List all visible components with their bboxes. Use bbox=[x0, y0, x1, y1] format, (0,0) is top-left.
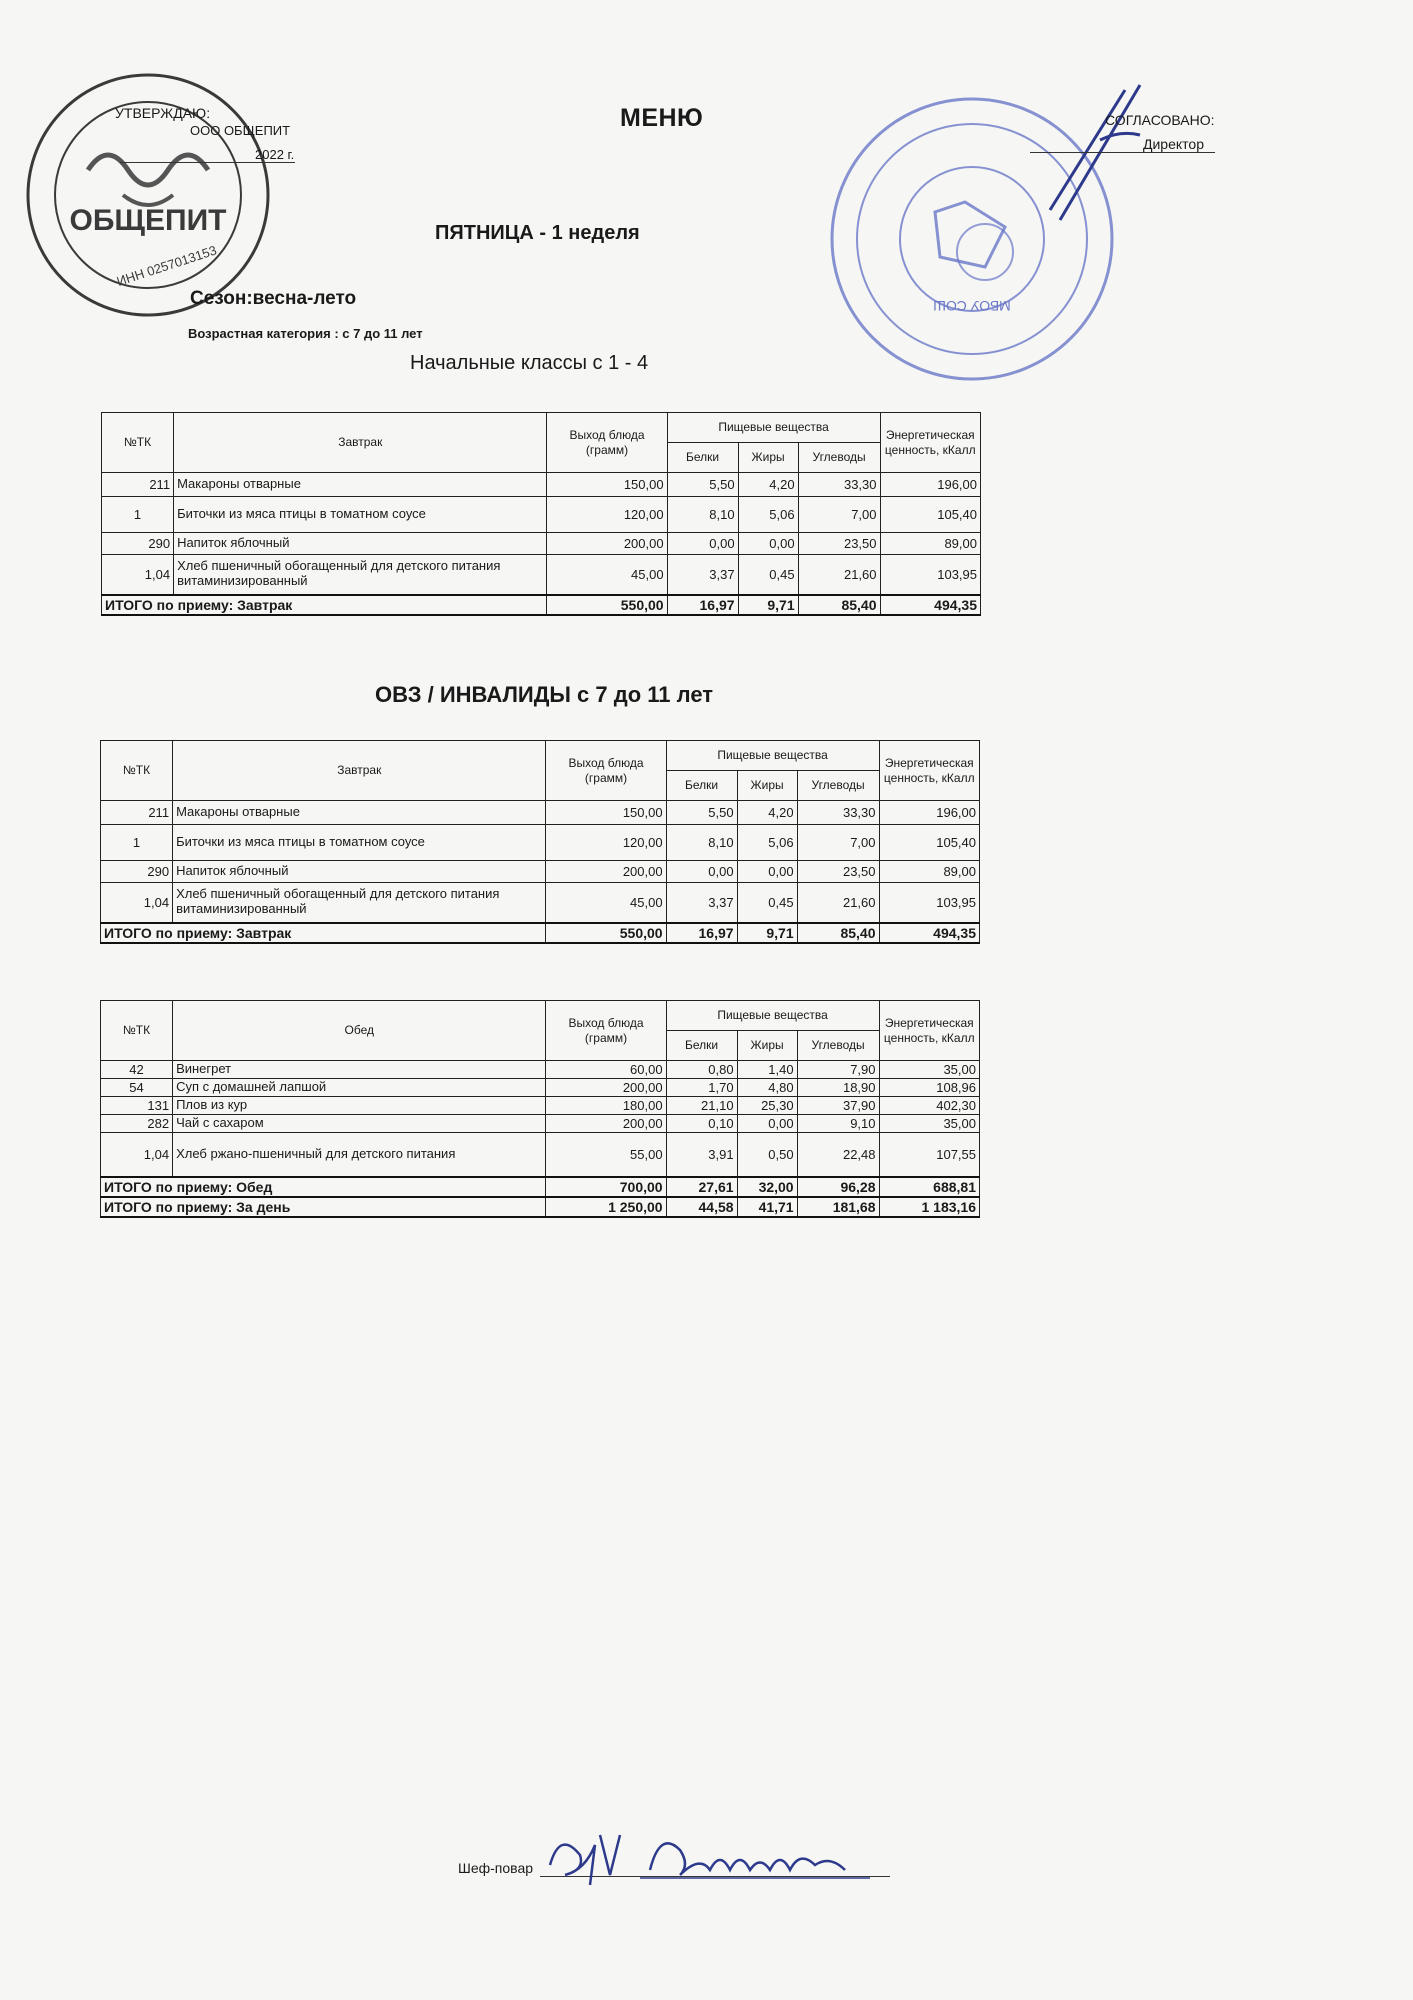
table-row bbox=[101, 883, 980, 923]
col-header-output: Выход блюда (грамм) bbox=[547, 413, 667, 473]
dish-id: 1 bbox=[101, 825, 173, 861]
dish-name: Винегрет bbox=[173, 1061, 546, 1079]
total-protein: 16,97 bbox=[666, 923, 737, 943]
dish-carbs: 33,30 bbox=[797, 801, 879, 825]
total-protein: 27,61 bbox=[666, 1177, 737, 1197]
dish-energy: 108,96 bbox=[879, 1079, 979, 1097]
total-energy: 1 183,16 bbox=[879, 1197, 979, 1217]
approved-date: 2022 г. bbox=[255, 147, 295, 162]
meal-header: Завтрак bbox=[174, 413, 547, 473]
dish-protein: 3,37 bbox=[667, 555, 738, 595]
dish-fat: 0,00 bbox=[737, 1115, 797, 1133]
dish-output: 200,00 bbox=[546, 1115, 666, 1133]
dish-id: 1 bbox=[102, 497, 174, 533]
total-output: 700,00 bbox=[546, 1177, 666, 1197]
chef-signature bbox=[540, 1820, 900, 1890]
col-header-protein: Белки bbox=[667, 443, 738, 473]
dish-output: 150,00 bbox=[546, 801, 666, 825]
total-label: ИТОГО по приему: За день bbox=[101, 1197, 546, 1217]
dish-output: 60,00 bbox=[546, 1061, 666, 1079]
dish-protein: 3,91 bbox=[666, 1133, 737, 1177]
day-heading: ПЯТНИЦА - 1 неделя bbox=[435, 222, 640, 244]
total-label: ИТОГО по приему: Завтрак bbox=[102, 595, 547, 615]
dish-energy: 402,30 bbox=[879, 1097, 979, 1115]
total-fat: 9,71 bbox=[737, 923, 797, 943]
col-header-id: №ТК bbox=[101, 741, 173, 801]
dish-protein: 8,10 bbox=[666, 825, 737, 861]
dish-id: 1,04 bbox=[102, 555, 174, 595]
col-header-nutrients: Пищевые вещества bbox=[667, 413, 880, 443]
total-carbs: 85,40 bbox=[797, 923, 879, 943]
dish-protein: 21,10 bbox=[666, 1097, 737, 1115]
total-energy: 494,35 bbox=[879, 923, 979, 943]
dish-id: 290 bbox=[102, 533, 174, 555]
total-carbs: 181,68 bbox=[797, 1197, 879, 1217]
dish-fat: 0,45 bbox=[737, 883, 797, 923]
dish-protein: 3,37 bbox=[666, 883, 737, 923]
dish-id: 1,04 bbox=[101, 883, 173, 923]
table-row bbox=[101, 1133, 980, 1177]
total-energy: 688,81 bbox=[879, 1177, 979, 1197]
dish-name: Биточки из мяса птицы в томатном соусе bbox=[173, 825, 546, 861]
dish-carbs: 9,10 bbox=[797, 1115, 879, 1133]
table-row bbox=[102, 533, 981, 555]
page-title: МЕНЮ bbox=[620, 104, 704, 132]
col-header-carbs: Углеводы bbox=[797, 1031, 879, 1061]
dish-fat: 0,45 bbox=[738, 555, 798, 595]
dish-energy: 35,00 bbox=[879, 1061, 979, 1079]
table-row bbox=[101, 801, 980, 825]
total-output: 1 250,00 bbox=[546, 1197, 666, 1217]
total-energy: 494,35 bbox=[880, 595, 980, 615]
dish-energy: 103,95 bbox=[880, 555, 980, 595]
grade-heading: Начальные классы с 1 - 4 bbox=[410, 352, 649, 374]
col-header-id: №ТК bbox=[101, 1001, 173, 1061]
table-row bbox=[102, 473, 981, 497]
dish-id: 290 bbox=[101, 861, 173, 883]
total-row bbox=[101, 1177, 980, 1197]
col-header-carbs: Углеводы bbox=[797, 771, 879, 801]
dish-output: 120,00 bbox=[547, 497, 667, 533]
dish-energy: 105,40 bbox=[879, 825, 979, 861]
school-stamp-text: МБОУ СОШ bbox=[933, 298, 1011, 314]
meal-header: Завтрак bbox=[173, 741, 546, 801]
agreed-role: Директор bbox=[1143, 136, 1204, 152]
dish-id: 54 bbox=[101, 1079, 173, 1097]
dish-energy: 89,00 bbox=[879, 861, 979, 883]
col-header-output: Выход блюда (грамм) bbox=[546, 1001, 666, 1061]
col-header-energy: Энергетическая ценность, кКалл bbox=[880, 413, 980, 473]
approved-signature-line bbox=[120, 162, 295, 163]
approved-org: ООО ОБЩЕПИТ bbox=[190, 123, 291, 138]
dish-energy: 105,40 bbox=[880, 497, 980, 533]
table-row bbox=[101, 825, 980, 861]
col-header-fat: Жиры bbox=[737, 1031, 797, 1061]
total-fat: 9,71 bbox=[738, 595, 798, 615]
table-row bbox=[101, 1079, 980, 1097]
table-row bbox=[101, 861, 980, 883]
dish-fat: 0,00 bbox=[737, 861, 797, 883]
total-label: ИТОГО по приему: Завтрак bbox=[101, 923, 546, 943]
dish-name: Макароны отварные bbox=[174, 473, 547, 497]
dish-fat: 5,06 bbox=[738, 497, 798, 533]
dish-fat: 25,30 bbox=[737, 1097, 797, 1115]
dish-carbs: 23,50 bbox=[798, 533, 880, 555]
season-heading: Сезон:весна-лето bbox=[190, 288, 357, 309]
total-row bbox=[101, 923, 980, 943]
total-row bbox=[102, 595, 981, 615]
menu-table-breakfast-primary bbox=[101, 412, 981, 616]
table-row bbox=[101, 1115, 980, 1133]
dish-carbs: 7,90 bbox=[797, 1061, 879, 1079]
dish-carbs: 21,60 bbox=[798, 555, 880, 595]
dish-protein: 0,00 bbox=[667, 533, 738, 555]
dish-output: 55,00 bbox=[546, 1133, 666, 1177]
meal-header: Обед bbox=[173, 1001, 546, 1061]
dish-carbs: 37,90 bbox=[797, 1097, 879, 1115]
dish-name: Биточки из мяса птицы в томатном соусе bbox=[174, 497, 547, 533]
dish-output: 45,00 bbox=[547, 555, 667, 595]
director-signature bbox=[1040, 80, 1150, 230]
dish-protein: 8,10 bbox=[667, 497, 738, 533]
dish-energy: 196,00 bbox=[879, 801, 979, 825]
approved-label: УТВЕРЖДАЮ: bbox=[115, 105, 211, 121]
table-row bbox=[102, 497, 981, 533]
dish-energy: 103,95 bbox=[879, 883, 979, 923]
menu-table-lunch-ovz bbox=[100, 1000, 980, 1218]
dish-carbs: 21,60 bbox=[797, 883, 879, 923]
dish-name: Напиток яблочный bbox=[174, 533, 547, 555]
agreed-label: СОГЛАСОВАНО: bbox=[1105, 112, 1215, 128]
dish-protein: 0,00 bbox=[666, 861, 737, 883]
dish-protein: 0,80 bbox=[666, 1061, 737, 1079]
dish-id: 1,04 bbox=[101, 1133, 173, 1177]
stamp-main-text: ОБЩЕПИТ bbox=[69, 204, 227, 237]
stamp-inn-text: ИНН 0257013153 bbox=[114, 242, 219, 289]
dish-name: Хлеб пшеничный обогащенный для детского питания витаминизированный bbox=[174, 555, 547, 595]
total-protein: 16,97 bbox=[667, 595, 738, 615]
agreed-signature-line bbox=[1030, 152, 1215, 153]
dish-fat: 4,20 bbox=[738, 473, 798, 497]
dish-carbs: 23,50 bbox=[797, 861, 879, 883]
table-row bbox=[102, 555, 981, 595]
dish-id: 211 bbox=[102, 473, 174, 497]
dish-id: 282 bbox=[101, 1115, 173, 1133]
dish-carbs: 33,30 bbox=[798, 473, 880, 497]
dish-output: 45,00 bbox=[546, 883, 666, 923]
dish-energy: 196,00 bbox=[880, 473, 980, 497]
col-header-protein: Белки bbox=[666, 771, 737, 801]
dish-name: Чай с сахаром bbox=[173, 1115, 546, 1133]
dish-carbs: 18,90 bbox=[797, 1079, 879, 1097]
dish-output: 200,00 bbox=[546, 1079, 666, 1097]
dish-protein: 5,50 bbox=[667, 473, 738, 497]
dish-id: 42 bbox=[101, 1061, 173, 1079]
dish-carbs: 7,00 bbox=[797, 825, 879, 861]
ovz-heading: ОВЗ / ИНВАЛИДЫ с 7 до 11 лет bbox=[375, 682, 714, 707]
dish-output: 150,00 bbox=[547, 473, 667, 497]
total-carbs: 85,40 bbox=[798, 595, 880, 615]
dish-output: 180,00 bbox=[546, 1097, 666, 1115]
dish-fat: 4,20 bbox=[737, 801, 797, 825]
dish-output: 120,00 bbox=[546, 825, 666, 861]
col-header-carbs: Углеводы bbox=[798, 443, 880, 473]
total-protein: 44,58 bbox=[666, 1197, 737, 1217]
dish-name: Плов из кур bbox=[173, 1097, 546, 1115]
menu-table-breakfast-ovz bbox=[100, 740, 980, 944]
dish-carbs: 7,00 bbox=[798, 497, 880, 533]
col-header-energy: Энергетическая ценность, кКалл bbox=[879, 741, 979, 801]
dish-protein: 5,50 bbox=[666, 801, 737, 825]
total-output: 550,00 bbox=[547, 595, 667, 615]
col-header-id: №ТК bbox=[102, 413, 174, 473]
total-row bbox=[101, 1197, 980, 1217]
col-header-energy: Энергетическая ценность, кКалл bbox=[879, 1001, 979, 1061]
dish-fat: 4,80 bbox=[737, 1079, 797, 1097]
col-header-nutrients: Пищевые вещества bbox=[666, 741, 879, 771]
total-carbs: 96,28 bbox=[797, 1177, 879, 1197]
dish-energy: 35,00 bbox=[879, 1115, 979, 1133]
total-fat: 41,71 bbox=[737, 1197, 797, 1217]
total-label: ИТОГО по приему: Обед bbox=[101, 1177, 546, 1197]
dish-protein: 0,10 bbox=[666, 1115, 737, 1133]
age-category: Возрастная категория : с 7 до 11 лет bbox=[188, 326, 423, 341]
dish-name: Суп с домашней лапшой bbox=[173, 1079, 546, 1097]
dish-output: 200,00 bbox=[547, 533, 667, 555]
table-row bbox=[101, 1061, 980, 1079]
total-output: 550,00 bbox=[546, 923, 666, 943]
dish-fat: 0,00 bbox=[738, 533, 798, 555]
total-fat: 32,00 bbox=[737, 1177, 797, 1197]
dish-name: Макароны отварные bbox=[173, 801, 546, 825]
dish-name: Хлеб ржано-пшеничный для детского питания bbox=[173, 1133, 546, 1177]
col-header-fat: Жиры bbox=[737, 771, 797, 801]
col-header-protein: Белки bbox=[666, 1031, 737, 1061]
dish-carbs: 22,48 bbox=[797, 1133, 879, 1177]
dish-fat: 5,06 bbox=[737, 825, 797, 861]
dish-output: 200,00 bbox=[546, 861, 666, 883]
col-header-output: Выход блюда (грамм) bbox=[546, 741, 666, 801]
col-header-fat: Жиры bbox=[738, 443, 798, 473]
dish-fat: 1,40 bbox=[737, 1061, 797, 1079]
chef-label: Шеф-повар bbox=[458, 1860, 534, 1876]
dish-name: Хлеб пшеничный обогащенный для детского питания витаминизированный bbox=[173, 883, 546, 923]
dish-energy: 89,00 bbox=[880, 533, 980, 555]
dish-fat: 0,50 bbox=[737, 1133, 797, 1177]
dish-id: 211 bbox=[101, 801, 173, 825]
table-row bbox=[101, 1097, 980, 1115]
col-header-nutrients: Пищевые вещества bbox=[666, 1001, 879, 1031]
dish-energy: 107,55 bbox=[879, 1133, 979, 1177]
dish-name: Напиток яблочный bbox=[173, 861, 546, 883]
dish-protein: 1,70 bbox=[666, 1079, 737, 1097]
dish-id: 131 bbox=[101, 1097, 173, 1115]
